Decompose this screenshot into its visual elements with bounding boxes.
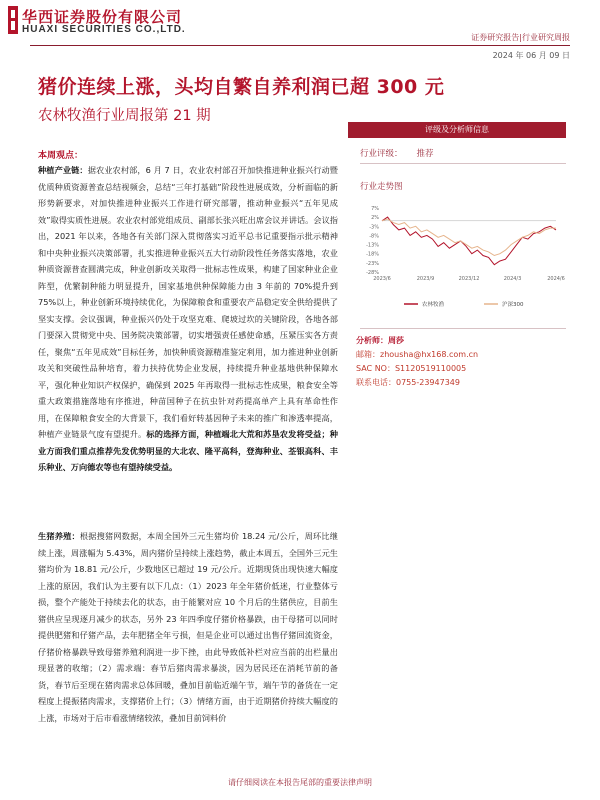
x-tick-label: 2024/6: [547, 276, 565, 282]
analyst-label: 分析师：: [356, 336, 388, 345]
paragraph-text: 据农业农村部，6 月 7 日，农业农村部召开加快推进种业振兴行动暨优质种质资源普查总结视频会，总结“三年打基础”阶段性进展成效，分析面临的新形势新要求，对加快推进种业振兴工作进行研究部署，推动种业振兴“五年见成效”取得实质性进展。农业农村部党组成员、副部长张兴旺出席会议并讲话。会议指出，2021 年以来，各地各有关部门深入贯彻落实习近平总书记重要指示批示精神和中央种业振兴决策部署，扎实推进种业振兴五大行动阶段性任务落实落地，农业种质资源普查圆满完成，种业创新攻关取得一批标志性成果，构建了国家种业企业阵型，优繁制种能力明显提升，国家基地供种保障能力由 3 年前的 70%提升到 75%以上，种业创新环境持续优化，为保障粮食和重要农产品稳定安全供给提供了坚实支撑。会议强调，种业振兴仍处于攻坚克难、爬坡过坎的关键阶段，各地各部门要深入贯彻党中央、国务院决策部署，切实增强责任感使命感，压紧压实各方责任，聚焦“五年见成效”目标任务，加快种质资源精准鉴定利用，加力推进种业创新攻关和突破性品种培育，着力扶持优势企业发展，持续提升种业基地供种保障水平，强化种业知识产权保护，确保到 2025 年再取得一批标志性成果，粮食安全等重大政策措施落地有序推进，种苗国种子在抗虫针对药提高单产上具有革命性作用，在保障粮食安全的大背景下，我们看好转基因种子未来的推广和渗透率提高，种植产业链景气度有望提升。: [38, 165, 338, 439]
paragraph-lead: 生猪养殖：: [38, 531, 80, 541]
x-tick-label: 2024/3: [503, 276, 522, 282]
legend-label: 农林牧渔: [422, 302, 445, 308]
logo-name-cn: 华西证券股份有限公司: [22, 8, 183, 26]
series-line: [382, 217, 556, 265]
panel-divider: [360, 328, 566, 329]
paragraph-planting: [38, 162, 338, 476]
y-tick-label: -3%: [369, 224, 379, 231]
x-tick-label: 2023/12: [458, 276, 480, 282]
panel-divider: [360, 163, 566, 164]
y-tick-label: -18%: [366, 251, 379, 258]
y-tick-label: -23%: [366, 260, 379, 267]
legal-footer: 请仔细阅读在本报告尾部的重要法律声明: [228, 778, 372, 787]
analyst-sac: SAC NO：S1120519110005: [356, 364, 467, 373]
rating-label: 行业评级：: [360, 149, 403, 159]
paragraph-text: 根据搜猪网数据，本周全国外三元生猪均价 18.24 元/公斤，周环比继续上涨，周涨幅为 5.43%，周内猪价呈持续上涨趋势，截止本周五，全国外三元生猪均价为 18.81 元/公斤，少数地区已超过 19 元/公斤。近期现货出现快速大幅度上涨的原因，我们认为主要有以下几点：（1）2023 年全年猪价低迷，行业整体亏损，整个产能处于持续去化的状态，由于能繁对应 10 个月后的生猪供应，目前生猪供应呈现逐月减少的状态，另外 23 年四季度仔猪价格暴跌，由于母猪可以同时提供肥猪和仔猪产品，去年肥猪全年亏损，但是企业可以通过出售仔猪回流资金，仔猪价格暴跌导致母猪养殖利润进一步下挫，由此导致低补栏对应当前的出栏量出现显著的收缩；（2）需求端：春节后猪肉需求暴淡，因为居民还在消耗节前的备货，春节后至现在猪肉需求总体回暖，叠加目前临近端午节，端午节的备货在一定程度上提振猪肉需求，支撑猪价上行；（3）情绪方面，由于近期猪价持续大幅度的上涨，市场对于后市看涨情绪较浓，叠加目前饲料价: [38, 531, 338, 723]
company-logo-icon: [8, 6, 18, 34]
y-tick-label: -28%: [366, 270, 379, 276]
analyst-email: 邮箱：zhousha@hx168.com.cn: [356, 350, 479, 359]
report-type: 证券研究报告|行业研究周报: [471, 33, 570, 42]
paragraph-lead: 种植产业链：: [38, 165, 88, 175]
analyst-phone: 联系电话：0755-23947349: [356, 378, 460, 387]
paragraph-hog-farming: [38, 528, 338, 726]
x-tick-label: 2023/6: [373, 276, 391, 282]
report-subtitle: 农林牧渔行业周报第 21 期: [38, 108, 211, 124]
section-title: 本周观点：: [38, 151, 84, 161]
industry-rating: [360, 147, 434, 159]
y-tick-label: 7%: [371, 206, 379, 212]
y-tick-label: -8%: [369, 233, 379, 240]
trend-chart-title: 行业走势图: [360, 182, 403, 192]
report-date: 2024 年 06 月 09 日: [492, 51, 570, 60]
paragraph-highlight: 标的选择方面，种植端北大荒和苏垦农发将受益；种业方面我们重点推荐先发优势明显的大北农、隆平高科，登海种业、荃银高科、丰乐种业、万向德农等也有望持续受益。: [38, 429, 338, 472]
logo-name-en: HUAXI SECURITIES CO.,LTD.: [22, 24, 186, 35]
y-tick-label: 2%: [371, 215, 379, 222]
report-title: 猪价连续上涨，头均自繁自养利润已超 300 元: [38, 76, 445, 98]
legend-label: 沪深300: [502, 302, 524, 308]
industry-trend-chart: [356, 200, 566, 320]
analyst-name: 周莎: [388, 336, 404, 345]
rating-value: 推荐: [416, 149, 434, 159]
y-tick-label: -13%: [366, 242, 379, 249]
analyst-info: [356, 334, 478, 390]
header-divider: [30, 45, 570, 46]
x-tick-label: 2023/9: [416, 276, 435, 282]
rating-panel-header: 评级及分析师信息: [348, 122, 566, 138]
